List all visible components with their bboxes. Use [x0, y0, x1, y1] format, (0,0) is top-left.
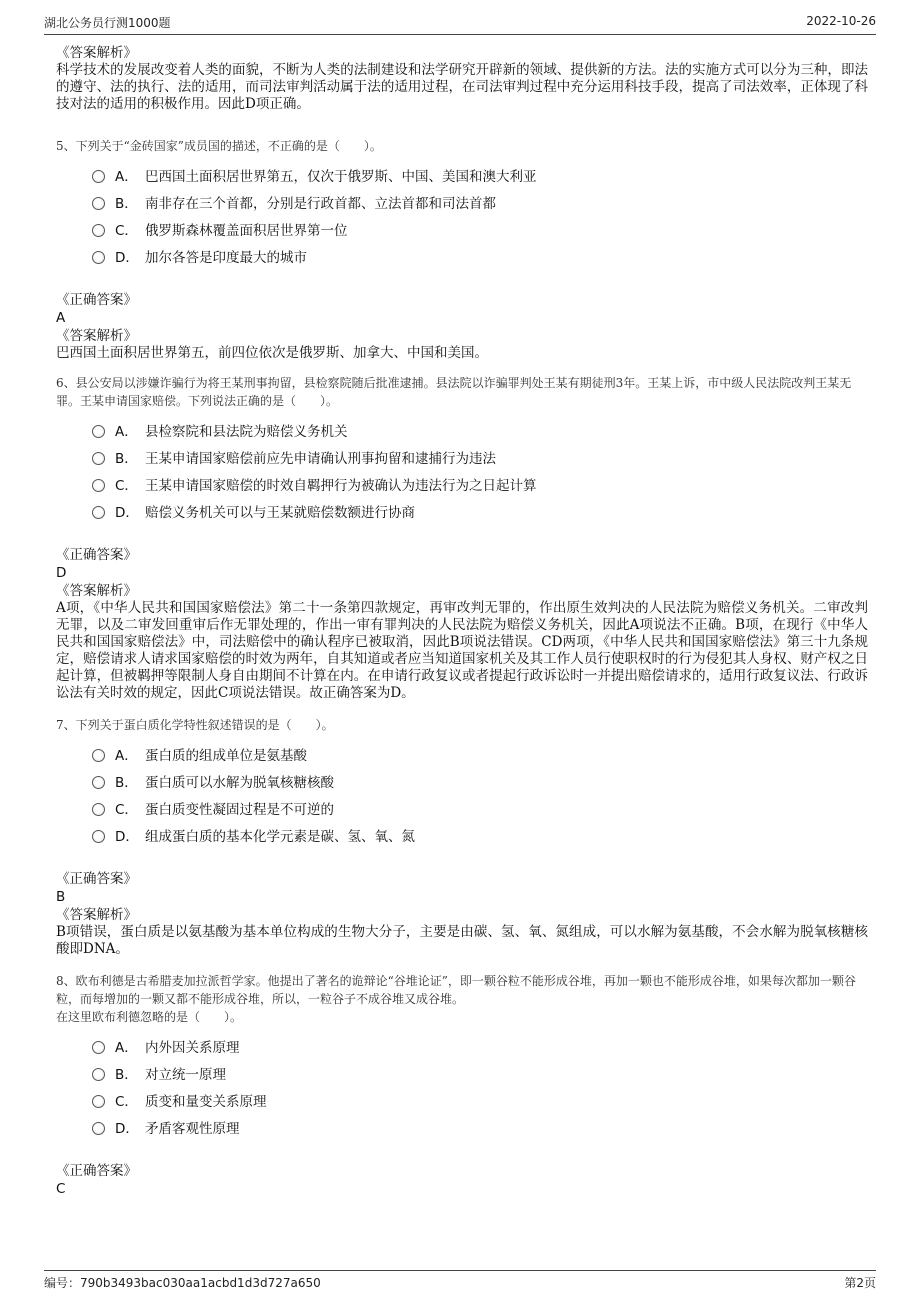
radio-icon[interactable] — [92, 452, 105, 465]
radio-icon[interactable] — [92, 1122, 105, 1135]
option-text: 对立统一原理 — [145, 1066, 226, 1083]
answer-tag: 《正确答案》 — [56, 292, 137, 308]
answer-tag: 《正确答案》 — [56, 547, 137, 563]
option-a[interactable] — [92, 1032, 868, 1059]
question-stem: 8、欧布利德是古希腊麦加拉派哲学家。他提出了著名的诡辩论“谷堆论证”，即一颗谷粒不能形成谷堆，再加一颗也不能形成谷堆，如果每次都加一颗谷粒，而每增加的一颗又都不能形成谷堆，所以，一粒谷子不成谷堆又成谷堆。 — [56, 974, 856, 1006]
answer-tag: 《正确答案》 — [56, 1163, 137, 1179]
option-text: 王某申请国家赔偿的时效自羁押行为被确认为违法行为之日起计算 — [145, 477, 537, 494]
option-b[interactable] — [92, 767, 868, 794]
answer-value: A — [56, 310, 66, 326]
option-c[interactable] — [92, 470, 868, 497]
question-7 — [56, 716, 868, 958]
radio-icon[interactable] — [92, 425, 105, 438]
option-letter: A． — [115, 1039, 138, 1056]
options-list — [92, 740, 868, 848]
radio-icon[interactable] — [92, 1068, 105, 1081]
option-letter: B． — [115, 195, 138, 212]
option-a[interactable] — [92, 416, 868, 443]
page-header — [44, 14, 876, 35]
analysis-tag: 《答案解析》 — [56, 45, 137, 61]
option-text: 蛋白质变性凝固过程是不可逆的 — [145, 801, 334, 818]
option-letter: B． — [115, 774, 138, 791]
radio-icon[interactable] — [92, 251, 105, 264]
radio-icon[interactable] — [92, 776, 105, 789]
question-stem-continued: 在这里欧布利德忽略的是（ ）。 — [56, 1010, 243, 1024]
option-letter: C． — [115, 1093, 138, 1110]
analysis-text: 科学技术的发展改变着人类的面貌，不断为人类的法制建设和法学研究开辟新的领域、提供新的方法。法的实施方式可以分为三种，即法的遵守、法的执行、法的适用，而司法审判活动属于法的适用过程，在司法审判过程中充分运用科技手段，提高了司法效率，正体现了科技对法的适用的积极作用。因此D项正确。 — [56, 62, 868, 112]
radio-icon[interactable] — [92, 506, 105, 519]
page-footer — [44, 1270, 876, 1291]
options-list — [92, 1032, 868, 1140]
doc-date: 2022-10-26 — [806, 14, 876, 28]
option-text: 南非存在三个首都，分别是行政首都、立法首都和司法首都 — [145, 195, 496, 212]
option-letter: D． — [115, 249, 139, 266]
option-text: 质变和量变关系原理 — [145, 1093, 267, 1110]
option-text: 俄罗斯森林覆盖面积居世界第一位 — [145, 222, 348, 239]
option-text: 王某申请国家赔偿前应先申请确认刑事拘留和逮捕行为违法 — [145, 450, 496, 467]
option-letter: C． — [115, 801, 138, 818]
radio-icon[interactable] — [92, 170, 105, 183]
option-d[interactable] — [92, 821, 868, 848]
radio-icon[interactable] — [92, 749, 105, 762]
option-c[interactable] — [92, 215, 868, 242]
analysis-text: A项，《中华人民共和国国家赔偿法》第二十一条第四款规定，再审改判无罪的，作出原生效判决的人民法院为赔偿义务机关。二审改判无罪，以及二审发回重审后作无罪处理的，作出一审有罪判决的人民法院为赔偿义务机关，因此A项说法不正确。B项，在现行《中华人民共和国国家赔偿法》中，司法赔偿中的确认程序已被取消，因此B项说法错误。CD两项，《中华人民共和国国家赔偿法》第三十九条规定，赔偿请求人请求国家赔偿的时效为两年，自其知道或者应当知道国家机关及其工作人员行使职权时的行为侵犯其人身权、财产权之日起计算，但被羁押等限制人身自由期间不计算在内。在申请行政复议或者提起行政诉讼时一并提出赔偿请求的，适用行政复议法、行政诉讼法有关时效的规定，因此C项说法错误。故正确答案为D。 — [56, 600, 868, 701]
answer-value: B — [56, 889, 66, 905]
analysis-tag: 《答案解析》 — [56, 583, 137, 599]
radio-icon[interactable] — [92, 830, 105, 843]
page-content — [56, 44, 868, 1198]
question-stem: 5、下列关于“金砖国家”成员国的描述，不正确的是（ ）。 — [56, 139, 382, 153]
radio-icon[interactable] — [92, 1095, 105, 1108]
answer-value: C — [56, 1181, 66, 1197]
option-text: 内外因关系原理 — [145, 1039, 240, 1056]
doc-id: 编号：790b3493bac030aa1acbd1d3d727a650 — [44, 1276, 321, 1290]
radio-icon[interactable] — [92, 1041, 105, 1054]
option-a[interactable] — [92, 161, 868, 188]
option-letter: D． — [115, 828, 139, 845]
analysis-text: 巴西国土面积居世界第五，前四位依次是俄罗斯、加拿大、中国和美国。 — [56, 345, 488, 361]
option-d[interactable] — [92, 242, 868, 269]
option-a[interactable] — [92, 740, 868, 767]
option-letter: B． — [115, 1066, 138, 1083]
option-text: 县检察院和县法院为赔偿义务机关 — [145, 423, 348, 440]
question-6 — [56, 374, 868, 702]
question-stem: 6、县公安局以涉嫌诈骗行为将王某刑事拘留，县检察院随后批准逮捕。县法院以诈骗罪判处王某有期徒刑3年。王某上诉，市中级人民法院改判王某无罪。王某申请国家赔偿。下列说法正确的是（ ）。 — [56, 376, 852, 408]
radio-icon[interactable] — [92, 803, 105, 816]
analysis-tag: 《答案解析》 — [56, 907, 137, 923]
option-letter: D． — [115, 504, 139, 521]
analysis-tag: 《答案解析》 — [56, 328, 137, 344]
option-text: 巴西国土面积居世界第五，仅次于俄罗斯、中国、美国和澳大利亚 — [145, 168, 537, 185]
question-stem: 7、下列关于蛋白质化学特性叙述错误的是（ ）。 — [56, 718, 334, 732]
radio-icon[interactable] — [92, 224, 105, 237]
option-letter: A． — [115, 423, 138, 440]
radio-icon[interactable] — [92, 197, 105, 210]
option-letter: A． — [115, 168, 138, 185]
answer-tag: 《正确答案》 — [56, 871, 137, 887]
option-text: 加尔各答是印度最大的城市 — [145, 249, 307, 266]
option-text: 组成蛋白质的基本化学元素是碳、氢、氧、氮 — [145, 828, 415, 845]
option-text: 矛盾客观性原理 — [145, 1120, 240, 1137]
doc-title: 湖北公务员行测1000题 — [44, 16, 171, 30]
answer-value: D — [56, 565, 67, 581]
analysis-text: B项错误，蛋白质是以氨基酸为基本单位构成的生物大分子，主要是由碳、氢、氧、氮组成，可以水解为氨基酸，不会水解为脱氧核糖核酸即DNA。 — [56, 924, 868, 957]
option-text: 蛋白质可以水解为脱氧核糖核酸 — [145, 774, 334, 791]
option-letter: B． — [115, 450, 138, 467]
option-c[interactable] — [92, 1086, 868, 1113]
option-d[interactable] — [92, 1113, 868, 1140]
option-c[interactable] — [92, 794, 868, 821]
option-b[interactable] — [92, 443, 868, 470]
option-text: 蛋白质的组成单位是氨基酸 — [145, 747, 307, 764]
option-text: 赔偿义务机关可以与王某就赔偿数额进行协商 — [145, 504, 415, 521]
question-5 — [56, 137, 868, 362]
radio-icon[interactable] — [92, 479, 105, 492]
option-b[interactable] — [92, 188, 868, 215]
option-letter: C． — [115, 222, 138, 239]
option-letter: C． — [115, 477, 138, 494]
option-letter: A． — [115, 747, 138, 764]
options-list — [92, 161, 868, 269]
page-number: 第2页 — [844, 1276, 876, 1290]
question-8 — [56, 972, 868, 1198]
option-letter: D． — [115, 1120, 139, 1137]
option-b[interactable] — [92, 1059, 868, 1086]
options-list — [92, 416, 868, 524]
option-d[interactable] — [92, 497, 868, 524]
